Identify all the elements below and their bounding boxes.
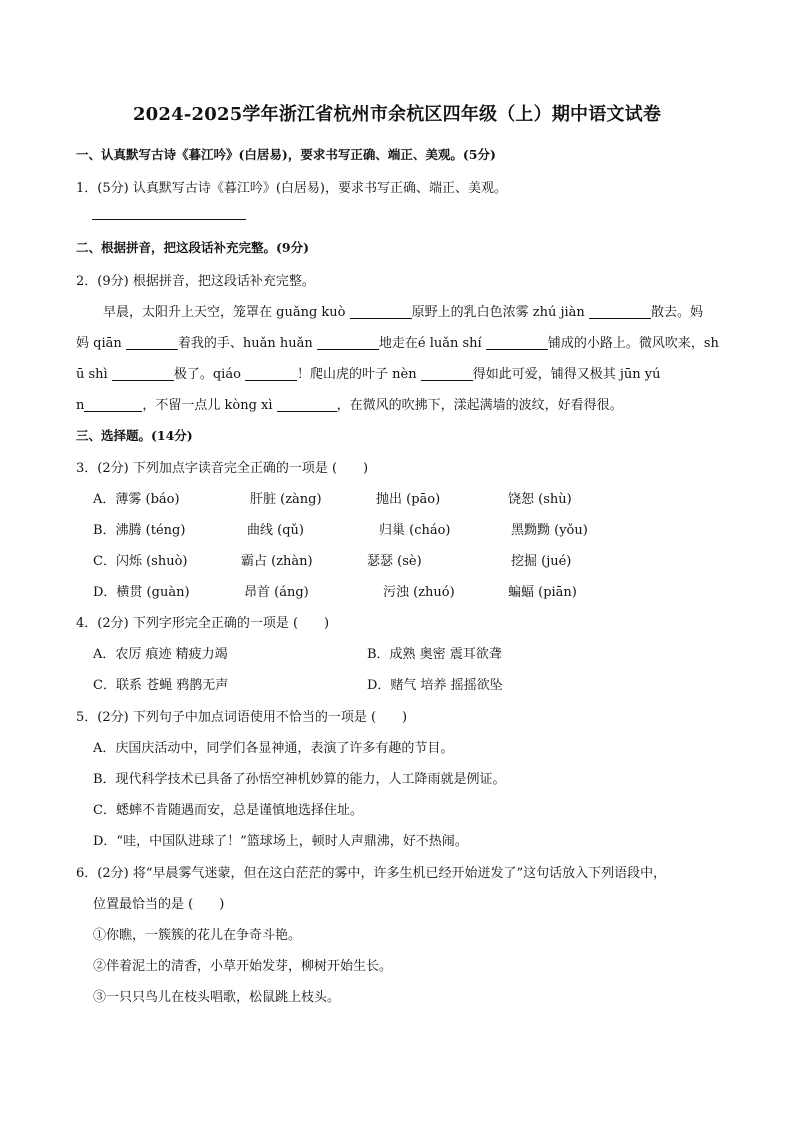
text-segment: 散去。妈 bbox=[650, 305, 703, 320]
answer-blank bbox=[277, 397, 337, 412]
pinyin-paragraph-line-4 bbox=[76, 394, 623, 413]
pinyin-paragraph-line-1 bbox=[103, 301, 703, 320]
text-segment: ū shì bbox=[76, 367, 112, 382]
answer-blank-1 bbox=[92, 205, 246, 221]
answer-blank bbox=[589, 304, 651, 319]
sentence-2: ②伴着泥土的清香，小草开始发芽，柳树开始生长。 bbox=[93, 959, 393, 974]
option-d-2: 昂首 (áng) bbox=[244, 585, 309, 600]
text-segment: ，在微风的吹拂下，漾起满墙的波纹，好看得很。 bbox=[336, 398, 623, 413]
text-segment: ，不留一点儿 kòng xì bbox=[142, 398, 277, 413]
answer-blank bbox=[317, 335, 379, 350]
answer-blank bbox=[112, 366, 174, 381]
pinyin-paragraph-line-2 bbox=[76, 332, 719, 351]
text-segment: 早晨，太阳升上天空，笼罩在 guǎng kuò bbox=[103, 305, 350, 320]
option-c-3: 瑟瑟 (sè) bbox=[367, 554, 422, 569]
option-b-2: 曲线 (qǔ) bbox=[247, 523, 304, 538]
option-a: A．庆国庆活动中，同学们各显神通，表演了许多有趣的节目。 bbox=[93, 741, 454, 756]
text-segment: 着我的手、huǎn huǎn bbox=[177, 336, 317, 351]
text-segment: 铺成的小路上。微风吹来，sh bbox=[547, 336, 719, 351]
option-b-4: 黑黝黝 (yǒu) bbox=[511, 523, 588, 538]
question-3-stem: 3．(2分) 下列加点字读音完全正确的一项是 ( ) bbox=[76, 461, 369, 476]
option-a-4: 饶恕 (shù) bbox=[508, 492, 572, 507]
sentence-3: ③一只只鸟儿在枝头唱歌，松鼠跳上枝头。 bbox=[93, 990, 341, 1005]
option-d: D．赌气 培养 摇摇欲坠 bbox=[367, 678, 503, 693]
answer-blank bbox=[350, 304, 412, 319]
option-c: C．蟋蟀不肯随遇而安，总是谨慎地选择住址。 bbox=[93, 803, 363, 818]
question-6-stem-continued: 位置最恰当的是 ( ) bbox=[93, 897, 225, 912]
option-b: B．现代科学技术已具备了孙悟空神机妙算的能力，人工降雨就是例证。 bbox=[93, 772, 506, 787]
option-a-2: 肝脏 (zàng) bbox=[250, 492, 322, 507]
sentence-1: ①你瞧，一簇簇的花儿在争奇斗艳。 bbox=[93, 928, 302, 943]
text-segment: 地走在é luǎn shí bbox=[378, 336, 486, 351]
text-segment: 得如此可爱，铺得又极其 jūn yú bbox=[472, 367, 661, 382]
option-c-1: C．闪烁 (shuò) bbox=[93, 554, 188, 569]
option-b: B．成熟 奥密 震耳欲聋 bbox=[367, 647, 502, 662]
answer-blank bbox=[126, 335, 178, 350]
option-d-3: 污浊 (zhuó) bbox=[383, 585, 455, 600]
option-d-1: D．横贯 (guàn) bbox=[93, 585, 190, 600]
option-a-1: A．薄雾 (báo) bbox=[93, 492, 180, 507]
section-1-header: 一、认真默写古诗《暮江吟》(白居易)，要求书写正确、端正、美观。(5分) bbox=[76, 147, 496, 162]
section-2-header: 二、根据拼音，把这段话补充完整。(9分) bbox=[76, 240, 310, 255]
question-5-stem: 5．(2分) 下列句子中加点词语使用不恰当的一项是 ( ) bbox=[76, 710, 408, 725]
pinyin-paragraph-line-3 bbox=[76, 363, 661, 382]
text-segment: 妈 qiān bbox=[76, 336, 126, 351]
answer-blank bbox=[421, 366, 473, 381]
page-title: 2024-2025学年浙江省杭州市余杭区四年级（上）期中语文试卷 bbox=[132, 104, 662, 125]
section-3-header: 三、选择题。(14分) bbox=[76, 428, 193, 443]
answer-blank bbox=[84, 397, 142, 412]
question-6-stem: 6．(2分) 将“早晨雾气迷蒙，但在这白茫茫的雾中，许多生机已经开始迸发了”这句话放入下列语段中， bbox=[76, 866, 667, 881]
question-1-stem: 1．(5分) 认真默写古诗《暮江吟》(白居易)，要求书写正确、端正、美观。 bbox=[76, 181, 507, 196]
option-c-4: 挖掘 (jué) bbox=[511, 554, 572, 569]
option-c: C．联系 苍蝇 鸦鹊无声 bbox=[93, 678, 229, 693]
option-d-4: 蝙蝠 (piān) bbox=[508, 585, 577, 600]
text-segment: n bbox=[76, 398, 85, 413]
option-c-2: 霸占 (zhàn) bbox=[241, 554, 313, 569]
option-b-3: 归巢 (cháo) bbox=[379, 523, 451, 538]
question-2-stem: 2．(9分) 根据拼音，把这段话补充完整。 bbox=[76, 274, 315, 289]
text-segment: 极了。qiáo bbox=[173, 367, 246, 382]
option-d: D．“哇，中国队进球了！”篮球场上，顿时人声鼎沸，好不热闹。 bbox=[93, 834, 468, 849]
option-a: A．农厉 痕迹 精疲力竭 bbox=[93, 647, 228, 662]
answer-blank bbox=[486, 335, 548, 350]
option-a-3: 抛出 (pāo) bbox=[376, 492, 441, 507]
text-segment: ！爬山虎的叶子 nèn bbox=[297, 367, 421, 382]
answer-blank bbox=[245, 366, 297, 381]
text-segment: 原野上的乳白色浓雾 zhú jiàn bbox=[411, 305, 589, 320]
option-b-1: B．沸腾 (téng) bbox=[93, 523, 186, 538]
question-4-stem: 4．(2分) 下列字形完全正确的一项是 ( ) bbox=[76, 616, 330, 631]
